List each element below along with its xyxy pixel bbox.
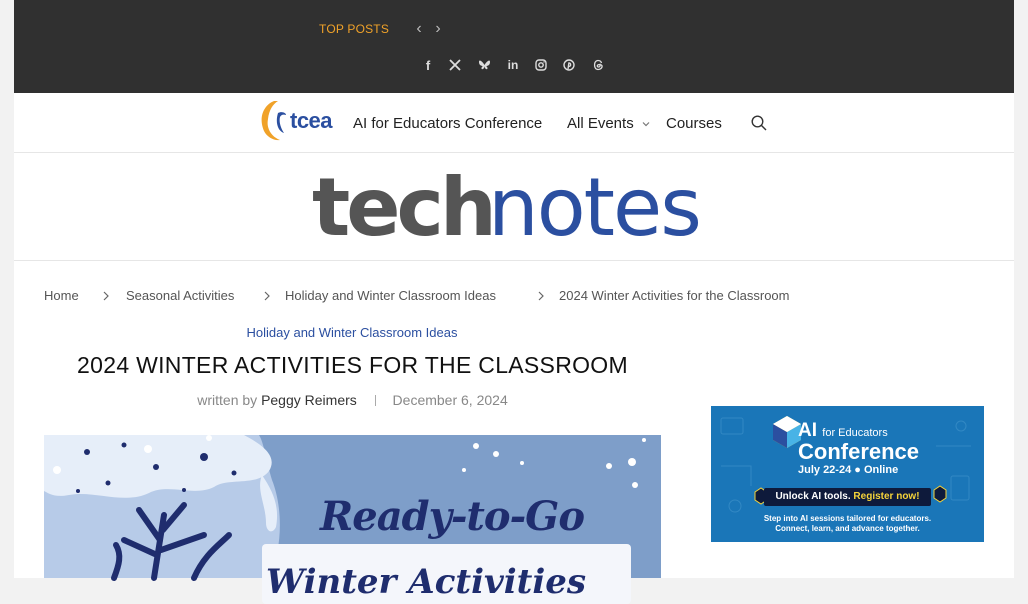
feature-subline: Winter Activities bbox=[266, 562, 587, 602]
masthead-tech: tech bbox=[312, 161, 493, 254]
logo-text: tcea bbox=[290, 108, 333, 133]
ad-conference-heading: Conference bbox=[798, 439, 920, 464]
chevron-right-icon bbox=[263, 291, 271, 301]
technotes-masthead[interactable] bbox=[14, 153, 1014, 261]
next-post-button[interactable]: › bbox=[435, 20, 441, 37]
nav-courses[interactable]: Courses bbox=[666, 115, 722, 132]
prev-post-button[interactable]: ‹ bbox=[416, 20, 422, 37]
breadcrumb-home[interactable]: Home bbox=[44, 288, 79, 303]
ad-cta-highlight: Register now! bbox=[853, 491, 920, 502]
ad-subtext-line-2: Connect, learn, and advance together. bbox=[775, 524, 920, 533]
ad-cta-prefix: Unlock AI tools. bbox=[775, 491, 854, 502]
facebook-glyph: f bbox=[425, 57, 431, 73]
breadcrumb-seasonal-activities[interactable]: Seasonal Activities bbox=[126, 288, 235, 303]
ai-conference-ad[interactable] bbox=[711, 406, 984, 542]
nav-all-events[interactable]: All Events bbox=[567, 115, 634, 132]
page-frame bbox=[14, 0, 1014, 602]
ad-register-button[interactable] bbox=[764, 488, 931, 506]
facebook-icon[interactable] bbox=[419, 56, 437, 74]
chevron-right-icon bbox=[537, 291, 545, 301]
article-category[interactable]: Holiday and Winter Classroom Ideas bbox=[246, 325, 458, 340]
ad-subtext-line-1: Step into AI sessions tailored for educators. bbox=[763, 514, 932, 523]
top-posts-label: TOP POSTS bbox=[319, 22, 390, 36]
x-twitter-icon[interactable] bbox=[446, 56, 464, 74]
chevron-down-icon bbox=[641, 119, 651, 129]
article-date: December 6, 2024 bbox=[392, 392, 508, 408]
top-bar bbox=[14, 0, 1014, 93]
ad-ai-text: AI bbox=[798, 420, 817, 441]
masthead-notes: notes bbox=[488, 161, 700, 254]
linkedin-icon[interactable] bbox=[504, 56, 522, 74]
ad-dates: July 22-24 ● Online bbox=[798, 464, 899, 476]
instagram-icon[interactable] bbox=[532, 56, 550, 74]
meta-divider bbox=[375, 395, 376, 406]
tcea-logo[interactable] bbox=[256, 97, 338, 141]
chevron-right-icon bbox=[102, 291, 110, 301]
feature-headline: Ready-to-Go bbox=[320, 493, 585, 540]
pinterest-icon[interactable] bbox=[560, 56, 578, 74]
article-title: 2024 WINTER ACTIVITIES FOR THE CLASSROOM bbox=[77, 352, 628, 378]
breadcrumb-holiday-winter-ideas[interactable]: Holiday and Winter Classroom Ideas bbox=[285, 288, 496, 303]
breadcrumb-current: 2024 Winter Activities for the Classroom bbox=[559, 288, 790, 303]
nav-ai-for-educators-conference[interactable]: AI for Educators Conference bbox=[353, 115, 543, 132]
ad-subtext bbox=[711, 514, 984, 534]
threads-icon[interactable] bbox=[589, 56, 607, 74]
author-link[interactable]: Peggy Reimers bbox=[261, 392, 357, 408]
feature-image bbox=[44, 435, 661, 602]
search-icon[interactable] bbox=[750, 114, 768, 132]
bluesky-icon[interactable] bbox=[475, 56, 493, 74]
ad-for-educators: for Educators bbox=[822, 427, 888, 439]
main-nav bbox=[14, 93, 1014, 153]
written-by-label: written by bbox=[197, 392, 258, 408]
article-meta bbox=[44, 392, 661, 408]
linkedin-glyph: in bbox=[507, 58, 519, 72]
